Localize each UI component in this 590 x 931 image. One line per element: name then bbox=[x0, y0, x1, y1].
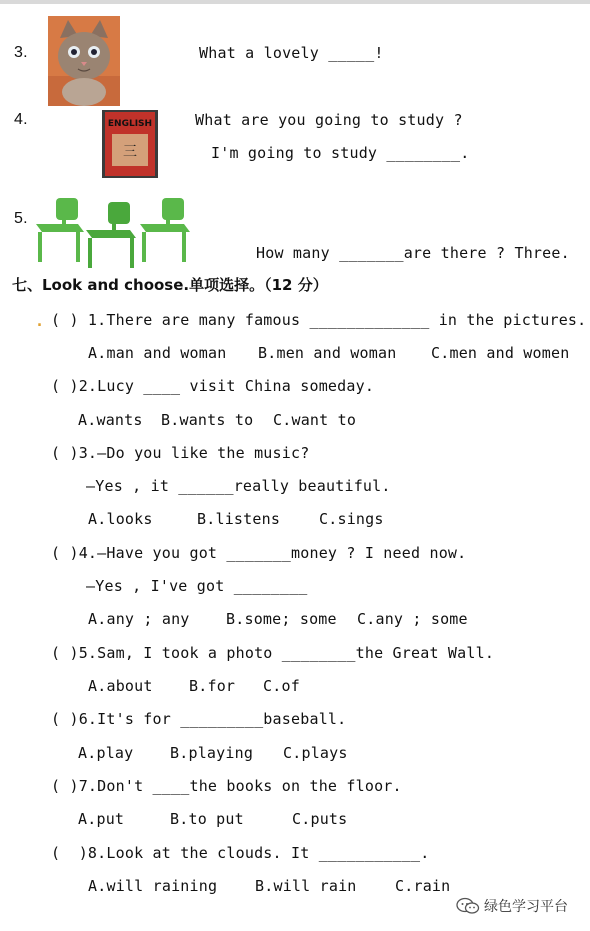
book-numeral: 三 bbox=[123, 144, 137, 160]
mc7-stem: ( )7.Don't ____the books on the floor. bbox=[51, 777, 402, 795]
question-number-4: 4. bbox=[14, 111, 28, 128]
top-border bbox=[0, 0, 590, 4]
mc3-option-b: B.listens bbox=[197, 510, 281, 528]
mc4-option-b: B.some; some bbox=[226, 610, 337, 628]
three-chairs-picture bbox=[32, 194, 194, 270]
mc6-option-a: A.play bbox=[78, 744, 134, 762]
mc7-option-b: B.to put bbox=[170, 810, 244, 828]
mc2-stem: ( )2.Lucy ____ visit China someday. bbox=[51, 377, 375, 395]
watermark-text: 绿色学习平台 bbox=[484, 899, 568, 915]
mc4-stem: ( )4.—Have you got _______money ? I need now. bbox=[51, 544, 467, 562]
mc7-option-c: C.puts bbox=[292, 810, 348, 828]
question-number-3: 3. bbox=[14, 44, 28, 61]
q3-sentence: What a lovely _____! bbox=[199, 44, 384, 62]
mc3-stem: ( )3.—Do you like the music? bbox=[51, 444, 310, 462]
mc7-option-a: A.put bbox=[78, 810, 125, 828]
wechat-icon bbox=[456, 897, 480, 915]
english-book-picture bbox=[102, 110, 158, 178]
mc5-option-b: B.for bbox=[189, 677, 236, 695]
q4-question: What are you going to study ? bbox=[195, 111, 463, 129]
book-title: ENGLISH bbox=[107, 119, 153, 129]
mc2-option-b: B.wants to bbox=[161, 411, 254, 429]
marker-dot: . bbox=[35, 312, 45, 330]
mc6-option-c: C.plays bbox=[283, 744, 348, 762]
mc3-option-a: A.looks bbox=[88, 510, 153, 528]
mc8-option-c: C.rain bbox=[395, 877, 451, 895]
mc4-option-c: C.any ; some bbox=[357, 610, 468, 628]
mc3-stem-reply: —Yes , it ______really beautiful. bbox=[86, 477, 391, 495]
mc6-stem: ( )6.It's for _________baseball. bbox=[51, 710, 347, 728]
mc4-stem-reply: —Yes , I've got ________ bbox=[86, 577, 308, 595]
mc5-option-c: C.of bbox=[263, 677, 300, 695]
mc5-stem: ( )5.Sam, I took a photo ________the Great Wall. bbox=[51, 644, 495, 662]
mc1-stem: ( ) 1.There are many famous _____________ in the pictures. bbox=[51, 311, 587, 329]
q5-sentence: How many _______are there ? Three. bbox=[256, 244, 570, 262]
question-number-5: 5. bbox=[14, 210, 28, 227]
mc3-option-c: C.sings bbox=[319, 510, 384, 528]
mc6-option-b: B.playing bbox=[170, 744, 254, 762]
mc8-option-b: B.will rain bbox=[255, 877, 357, 895]
section-7-title: 七、Look and choose.单项选择。（12 分） bbox=[12, 276, 328, 294]
mc1-option-a: A.man and woman bbox=[88, 344, 227, 362]
mc2-option-a: A.wants bbox=[78, 411, 143, 429]
mc1-option-c: C.men and women bbox=[431, 344, 570, 362]
watermark bbox=[456, 896, 568, 916]
q4-answer: I'm going to study ________. bbox=[211, 144, 470, 162]
mc5-option-a: A.about bbox=[88, 677, 153, 695]
mc8-option-a: A.will raining bbox=[88, 877, 218, 895]
mc2-option-c: C.want to bbox=[273, 411, 357, 429]
mc4-option-a: A.any ; any bbox=[88, 610, 190, 628]
mc1-option-b: B.men and woman bbox=[258, 344, 397, 362]
kitten-picture bbox=[48, 16, 120, 106]
mc8-stem: ( )8.Look at the clouds. It ___________. bbox=[51, 844, 430, 862]
